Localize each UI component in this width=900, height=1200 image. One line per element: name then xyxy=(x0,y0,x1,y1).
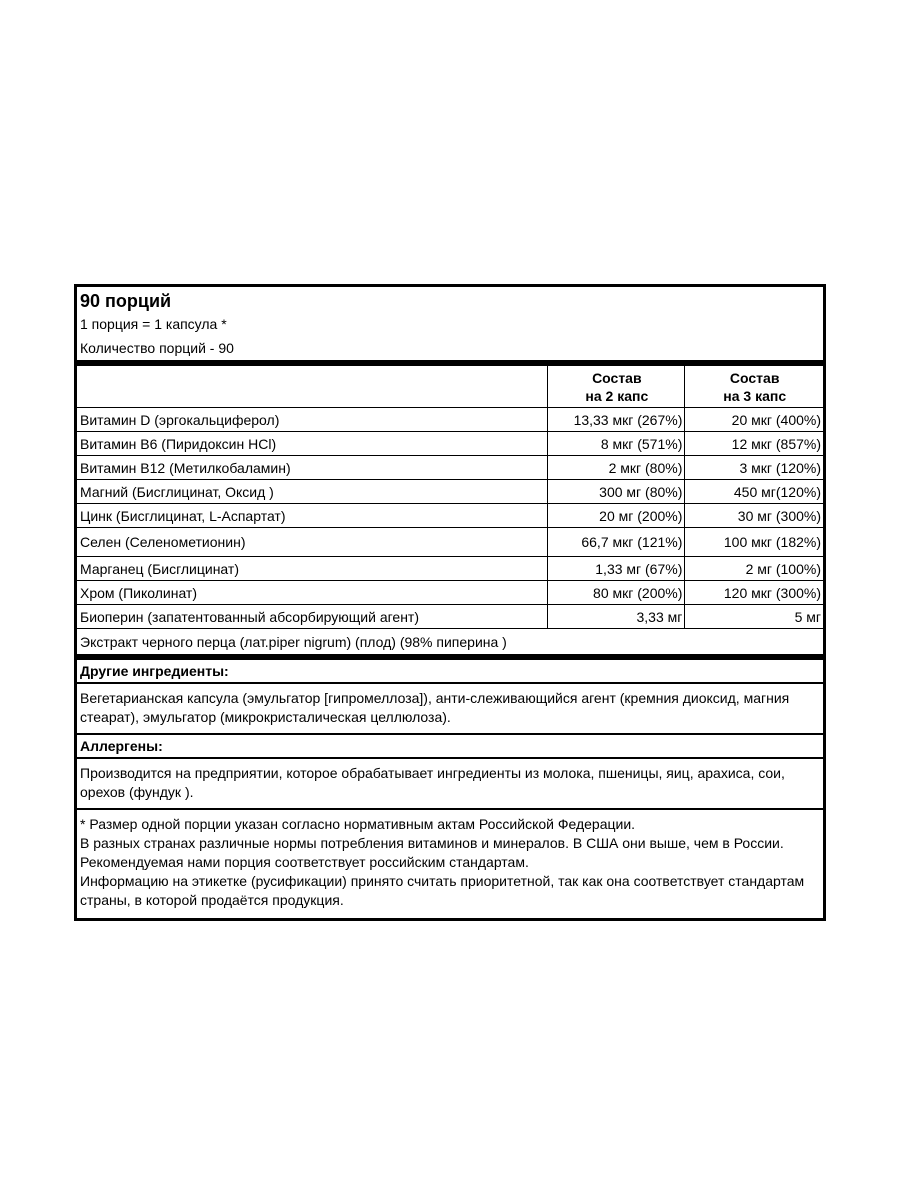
table-row xyxy=(77,557,823,581)
column-header-2-caps xyxy=(548,366,685,408)
ingredient-name: Магний (Бисглицинат, Оксид ) xyxy=(77,480,548,504)
amount-3-caps: 5 мг xyxy=(685,605,823,629)
ingredient-header-cell xyxy=(77,366,548,408)
amount-3-caps: 450 мг(120%) xyxy=(685,480,823,504)
label-header xyxy=(77,287,823,360)
amount-3-caps: 120 мкг (300%) xyxy=(685,581,823,605)
other-ingredients-title: Другие ингредиенты: xyxy=(80,663,229,679)
amount-3-caps: 30 мг (300%) xyxy=(685,504,823,528)
amount-3-caps: 12 мкг (857%) xyxy=(685,432,823,456)
ingredient-name: Цинк (Бисглицинат, L-Аспартат) xyxy=(77,504,548,528)
table-row xyxy=(77,432,823,456)
header-3-caps-line2: на 3 капс xyxy=(723,387,787,404)
table-row xyxy=(77,581,823,605)
table-row xyxy=(77,456,823,480)
footnote-line: Информацию на этикетке (русификации) принято считать приоритетной, так как она соответствует стандартам страны, в которой продаётся продукция. xyxy=(80,873,805,908)
column-header-3-caps xyxy=(685,366,823,408)
amount-2-caps: 8 мкг (571%) xyxy=(548,432,685,456)
amount-2-caps: 300 мг (80%) xyxy=(548,480,685,504)
table-row xyxy=(77,408,823,432)
amount-2-caps: 20 мг (200%) xyxy=(548,504,685,528)
ingredient-name: Витамин D (эргокальциферол) xyxy=(77,408,548,432)
ingredient-name: Витамин B6 (Пиридоксин HCl) xyxy=(77,432,548,456)
table-row xyxy=(77,480,823,504)
ingredient-name: Селен (Селенометионин) xyxy=(77,528,548,557)
table-row xyxy=(77,605,823,629)
amount-2-caps: 13,33 мкг (267%) xyxy=(548,408,685,432)
amount-3-caps: 20 мкг (400%) xyxy=(685,408,823,432)
ingredient-name: Витамин B12 (Метилкобаламин) xyxy=(77,456,548,480)
footnote xyxy=(77,808,823,918)
amount-2-caps: 80 мкг (200%) xyxy=(548,581,685,605)
table-row xyxy=(77,504,823,528)
footnote-line: В разных странах различные нормы потребления витаминов и минералов. В США они выше, чем в России. Рекомендуемая нами порция соответствует российским стандартам. xyxy=(80,835,784,870)
other-ingredients-text: Вегетарианская капсула (эмульгатор [гипромеллоза]), анти-слеживающийся агент (кремния диоксид, магния стеарат), эмульгатор (микрокристалическая целлюлоза). xyxy=(77,682,823,733)
supplement-facts-label xyxy=(74,284,826,921)
amount-2-caps: 2 мкг (80%) xyxy=(548,456,685,480)
extract-row: Экстракт черного перца (лат.piper nigrum) (плод) (98% пиперина ) xyxy=(77,628,823,654)
amount-2-caps: 66,7 мкг (121%) xyxy=(548,528,685,557)
allergens-title: Аллергены: xyxy=(80,738,163,754)
amount-2-caps: 1,33 мг (67%) xyxy=(548,557,685,581)
table-row xyxy=(77,528,823,557)
ingredient-name: Марганец (Бисглицинат) xyxy=(77,557,548,581)
footnote-line: * Размер одной порции указан согласно нормативным актам Российской Федерации. xyxy=(80,816,636,832)
amount-3-caps: 3 мкг (120%) xyxy=(685,456,823,480)
servings-title: 90 порций xyxy=(80,291,172,311)
composition-table xyxy=(77,366,823,628)
amount-3-caps: 2 мг (100%) xyxy=(685,557,823,581)
table-header-row xyxy=(77,366,823,408)
ingredient-name: Хром (Пиколинат) xyxy=(77,581,548,605)
amount-3-caps: 100 мкг (182%) xyxy=(685,528,823,557)
ingredient-name: Биоперин (запатентованный абсорбирующий агент) xyxy=(77,605,548,629)
header-2-caps-line1: Состав xyxy=(592,369,642,386)
servings-count: Количество порций - 90 xyxy=(80,340,234,356)
header-3-caps-line1: Состав xyxy=(729,369,780,386)
header-2-caps-line2: на 2 капс xyxy=(585,387,649,404)
allergens-text: Производится на предприятии, которое обрабатывает ингредиенты из молока, пшеницы, яиц, арахиса, сои, орехов (фундук ). xyxy=(77,757,823,808)
serving-size: 1 порция = 1 капсула * xyxy=(80,316,227,332)
amount-2-caps: 3,33 мг xyxy=(548,605,685,629)
